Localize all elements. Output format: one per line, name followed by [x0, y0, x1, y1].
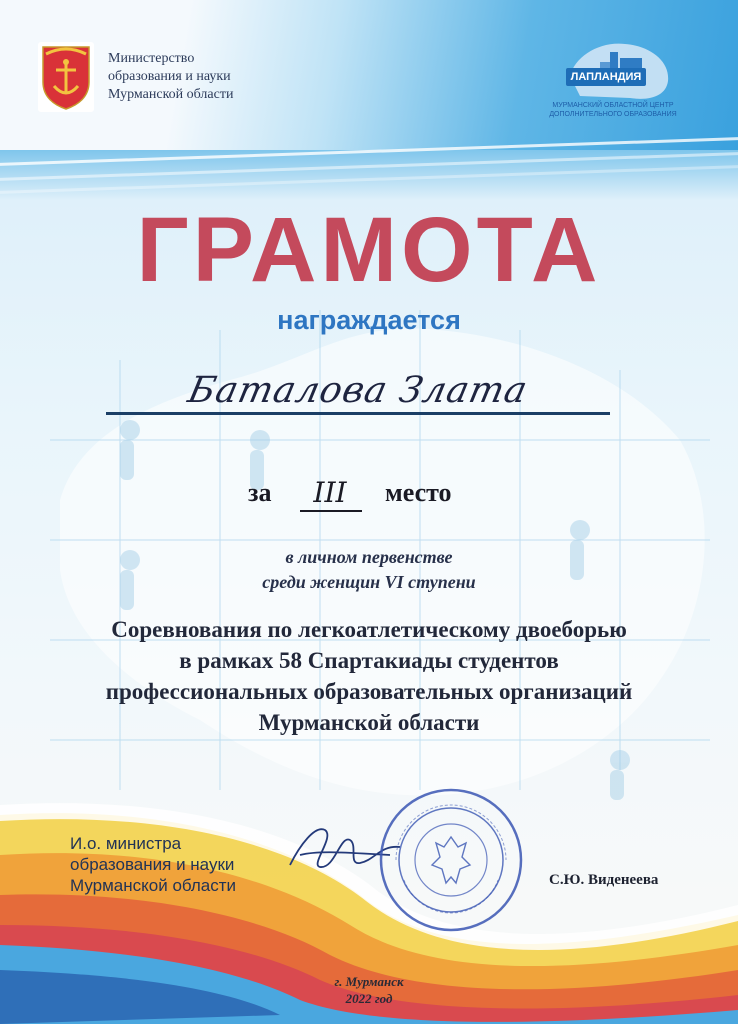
name-underline [106, 412, 610, 415]
coat-of-arms-icon [38, 42, 94, 112]
year-text: 2022 год [345, 991, 393, 1006]
category-line: среди женщин VI ступени [262, 572, 476, 592]
brand-label: ЛАПЛАНДИЯ [566, 68, 646, 86]
signatory-name: С.Ю. Виденеева [549, 872, 659, 888]
brand-subtitle [548, 101, 678, 119]
ministry-name [108, 50, 233, 104]
header-stripe [0, 165, 738, 194]
place-row [0, 478, 738, 518]
place-and-date [0, 973, 738, 1007]
place-underline [300, 510, 362, 512]
ministry-line: Министерство [108, 51, 195, 66]
ministry-line: образования и науки [108, 69, 231, 84]
signatory-role [70, 833, 236, 896]
header-stripe [0, 152, 738, 181]
place-number: III [313, 476, 347, 509]
event-line: Мурманской области [258, 710, 480, 735]
signatory-role-line: Мурманской области [70, 876, 237, 895]
awarded-text: награждается [277, 305, 461, 335]
certificate-title: ГРАМОТА [136, 199, 602, 301]
event-description [0, 614, 738, 738]
event-line: в рамках 58 Спартакиады студентов [179, 648, 559, 673]
ministry-line: Мурманской области [108, 87, 234, 102]
city-text: г. Мурманск [334, 974, 404, 989]
category-line: в личном первенстве [285, 547, 453, 567]
category-block [0, 545, 738, 595]
brand-sub-line: МУРМАНСКИЙ ОБЛАСТНОЙ ЦЕНТР [552, 102, 674, 109]
official-stamp-icon [376, 785, 526, 935]
signatory-role-line: И.о. министра [70, 834, 182, 853]
place-suffix: место [385, 478, 452, 507]
signatory-role-line: образования и науки [70, 855, 235, 874]
recipient-name: Баталова Злата [184, 370, 532, 411]
event-line: профессиональных образовательных организаций [105, 679, 633, 704]
place-prefix: за [248, 478, 272, 507]
brand-sub-line: ДОПОЛНИТЕЛЬНОГО ОБРАЗОВАНИЯ [549, 111, 677, 118]
event-line: Соревнования по легкоатлетическому двоеборью [111, 617, 627, 642]
